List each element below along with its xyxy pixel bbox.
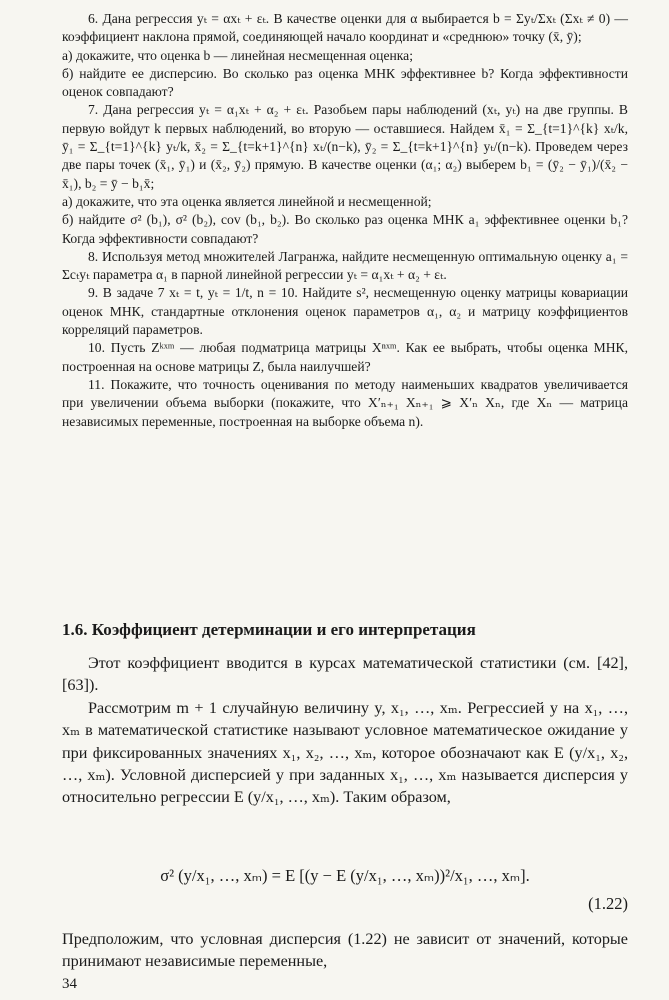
exercise-10: 10. Пусть Zᵏˣᵐ — любая подматрица матрицы Xⁿˣᵐ. Как ее выбрать, чтобы оценка МНК, построенная на основе матрицы Z, была наилучшей? [62, 340, 628, 374]
exercise-9: 9. В задаче 7 xₜ = t, yₜ = 1/t, n = 10. Найдите s², несмещенную оценку матрицы ковариации оценок МНК, стандартные отклонения оценок параметров α₁, α₂ и матрицу коэффициентов корреляций параметров. [62, 285, 628, 338]
paragraph-continuation: Предположим, что условная дисперсия (1.22) не зависит от значений, которые принимают независимые переменные, [62, 930, 628, 971]
exercise-6: 6. Дана регрессия yₜ = αxₜ + εₜ. В качестве оценки для α выбирается b = Σyₜ/Σxₜ (Σxₜ ≠ 0) — коэффициент наклона прямой, соединяющей начало координат и «среднюю» точку (x̄, ȳ); [62, 11, 628, 45]
page-number: 34 [62, 976, 77, 992]
exercise-6b: б) найдите ее дисперсию. Во сколько раз оценка МНК эффективнее b? Когда эффективности оценок совпадают? [62, 65, 628, 100]
section-heading: 1.6. Коэффициент детерминации и его интерпретация [62, 620, 476, 639]
exercise-8: 8. Используя метод множителей Лагранжа, найдите несмещенную оптимальную оценку a₁ = Σcₜyₜ параметра α₁ в парной линейной регрессии yₜ = α₁xₜ + α₂ + εₜ. [62, 248, 628, 283]
section-continuation [62, 928, 628, 973]
exercise-6a: а) докажите, что оценка b — линейная несмещенная оценка; [62, 47, 413, 63]
exercise-11: 11. Покажите, что точность оценивания по методу наименьших квадратов увеличивается при увеличении объема выборки (покажите, что X′ₙ₊₁ Xₙ₊₁ ⩾ X′ₙ Xₙ, где Xₙ — матрица независимых переменные, построенная на выборке объема n). [62, 376, 628, 429]
exercise-list [62, 10, 628, 431]
equation-number: (1.22) [588, 894, 628, 913]
section-body [62, 652, 628, 809]
paragraph-intro: Этот коэффициент вводится в курсах математической статистики (см. [42], [63]). [62, 654, 628, 695]
exercise-7a: а) докажите, что эта оценка является линейной и несмещенной; [62, 193, 432, 209]
exercise-7: 7. Дана регрессия yₜ = α₁xₜ + α₂ + εₜ. Разобьем пары наблюдений (xₜ, yₜ) на две группы. В первую войдут k первых наблюдений, во вторую — оставшиеся. Найдем x̄₁ = Σ_{t=1}^{k} xₜ/k, ȳ₁ = Σ_{t=1}^{k} yₜ/k, x̄₂ = Σ_{t=k+1}^{n} xₜ/(n−k), ȳ₂ = Σ_{t=k+1}^{n} yₜ/(n−k). Проведем через две пары точек (x̄₁, ȳ₁) и (x̄₂, ȳ₂) прямую. В качестве оценки (α₁; α₂) выберем b₁ = (ȳ₂ − ȳ₁)/(x̄₂ − x̄₁), b₂ = ȳ − b₁x̄; [62, 102, 628, 191]
paragraph-definition: Рассмотрим m + 1 случайную величину y, x₁, …, xₘ. Регрессией y на x₁, …, xₘ в математической статистике называют условное математическое ожидание y при фиксированных значениях x₁, x₂, …, xₘ, которое обозначают как E (y/x₁, x₂, …, xₘ). Условной дисперсией y при заданных x₁, …, xₘ называется дисперсия y относительно регрессии E (y/x₁, …, xₘ). Таким образом, [62, 698, 628, 807]
exercise-7b: б) найдите σ² (b₁), σ² (b₂), cov (b₁, b₂). Во сколько раз оценка МНК a₁ эффективнее оценки b₁? Когда эффективности совпадают? [62, 212, 628, 246]
formula-conditional-variance: σ² (y/x₁, …, xₘ) = E [(y − E (y/x₁, …, xₘ))²/x₁, …, xₘ]. [160, 866, 530, 885]
